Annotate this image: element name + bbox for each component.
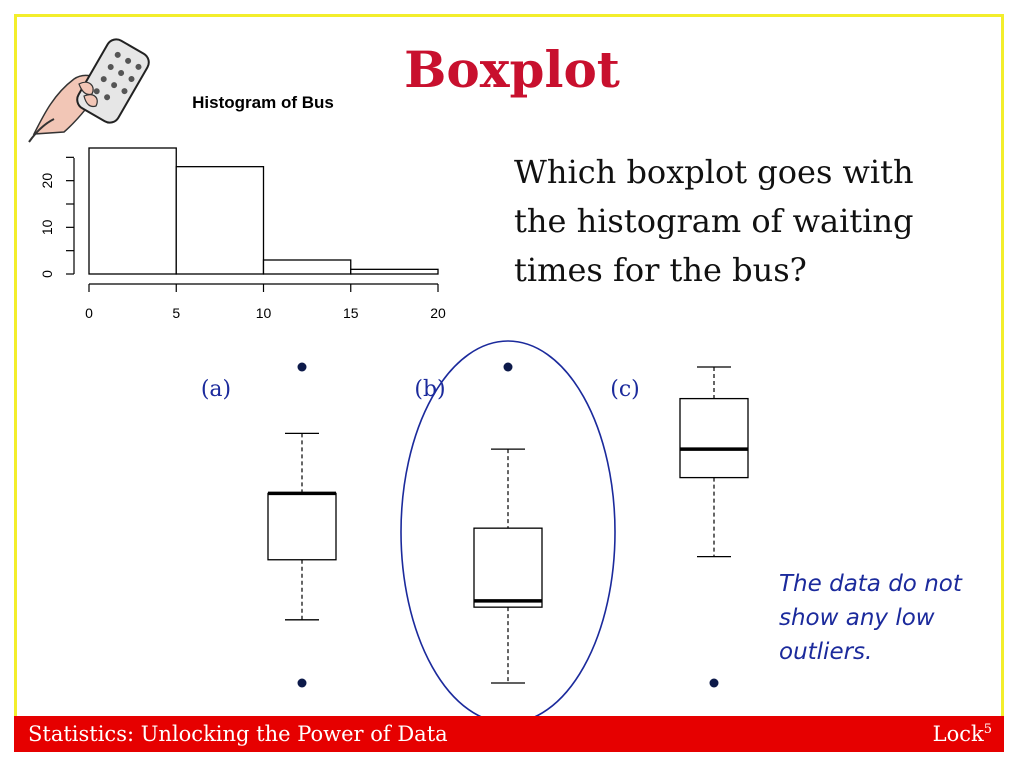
boxplot-label: (b) (414, 377, 446, 402)
footer-author-name: Lock (932, 722, 984, 746)
footer-course-title: Statistics: Unlocking the Power of Data (28, 722, 448, 746)
footer-bar (14, 716, 1004, 752)
handwritten-note: The data do not show any low outliers. (779, 571, 962, 665)
boxplot-label: (a) (200, 377, 232, 402)
x-tick-label: 0 (85, 305, 93, 321)
x-tick-label: 15 (342, 305, 359, 321)
question-text: Which boxplot goes with the histogram of waiting times for the bus? (514, 153, 914, 289)
upper-outlier-point (504, 363, 513, 372)
footer-author (933, 722, 992, 746)
iqr-box (680, 399, 748, 478)
y-tick-label: 20 (39, 172, 55, 189)
histogram-title: Histogram of Bus (192, 93, 334, 112)
slide-title: Boxplot (404, 40, 620, 99)
iqr-box (474, 528, 542, 607)
upper-outlier-point (298, 363, 307, 372)
iqr-box (268, 493, 336, 559)
lower-outlier-point (298, 679, 307, 688)
x-tick-label: 20 (430, 305, 446, 321)
lower-outlier-point (710, 679, 719, 688)
footer-author-superscript: 5 (983, 722, 992, 737)
y-tick-label: 0 (39, 270, 55, 278)
y-tick-label: 10 (39, 219, 55, 236)
x-tick-label: 5 (172, 305, 181, 321)
boxplot-label: (c) (610, 377, 640, 402)
x-tick-label: 10 (255, 305, 272, 321)
